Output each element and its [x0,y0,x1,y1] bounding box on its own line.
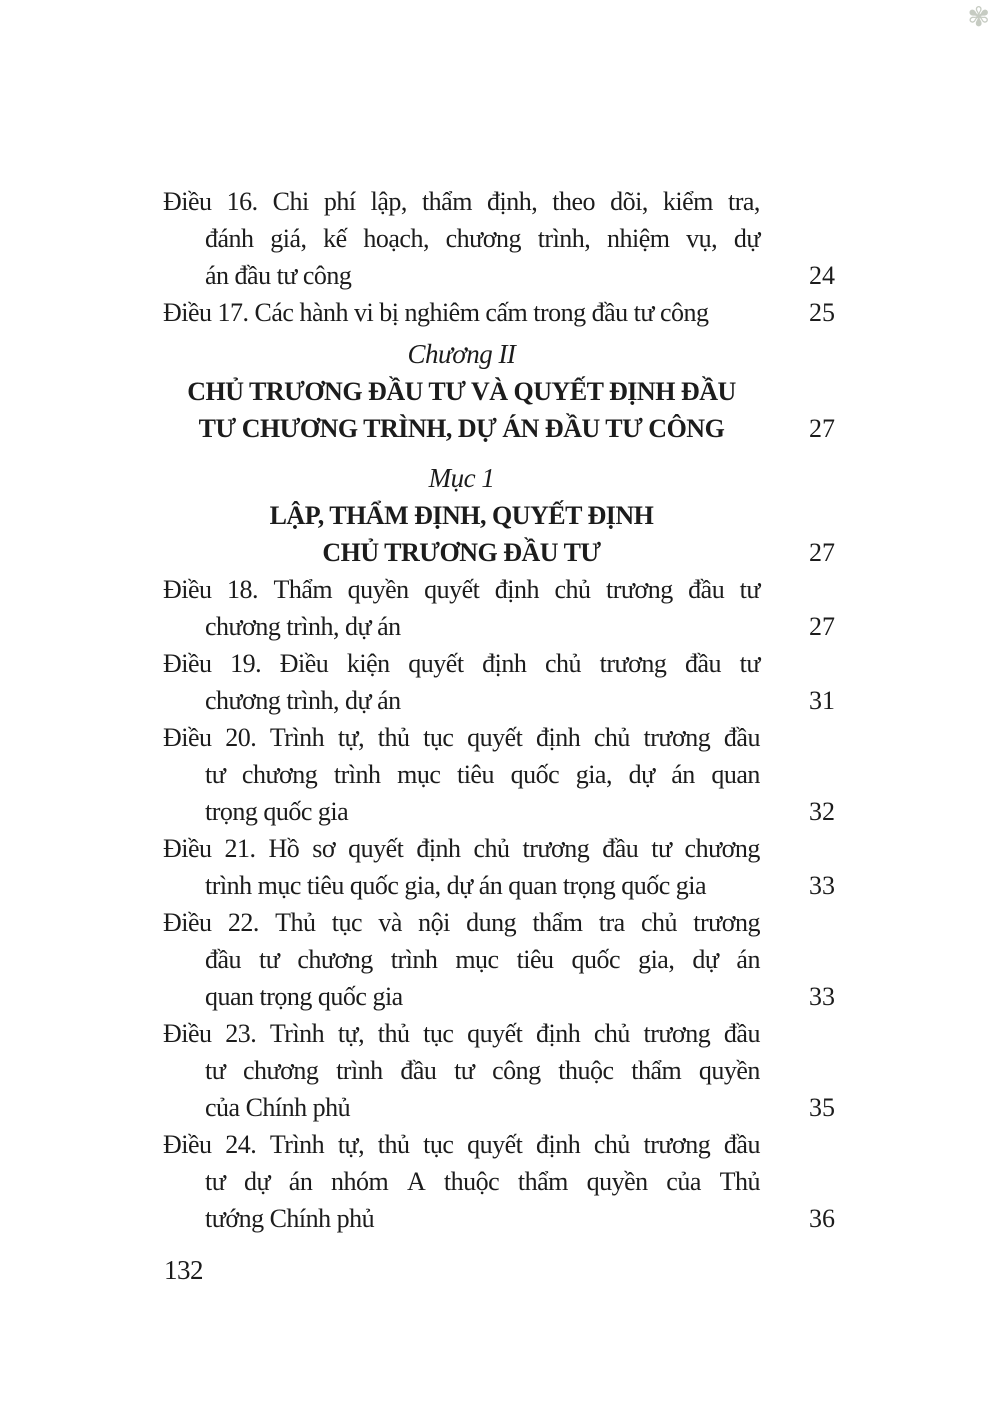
page-number-footer: 132 [164,1255,203,1285]
toc-entry-dieu-24 [163,1126,835,1237]
toc-entry-line: Điều 18. Thẩm quyền quyết định chủ trương đầu tư [163,575,760,604]
toc-entry-line: Điều 20. Trình tự, thủ tục quyết định chủ trương đầu [163,723,760,752]
toc-entry-dieu-22 [163,904,835,1015]
toc-entry-dieu-23 [163,1015,835,1126]
toc-chapter-heading [163,336,835,447]
toc-section-label: Mục 1 [428,463,495,493]
toc-entry-line: Điều 16. Chi phí lập, thẩm định, theo dõi, kiểm tra, [163,187,760,216]
toc-entry-dieu-19 [163,645,835,719]
toc-entry-page-number: 25 [809,298,835,327]
toc-entry-line: trọng quốc gia [205,797,349,826]
toc-entry-text [163,830,760,904]
toc-entry-page-number: 33 [809,871,835,900]
toc-entry-line: chương trình, dự án [205,686,401,715]
toc-entry-text [163,183,760,294]
toc-entry-page-number: 27 [809,538,835,567]
toc-entry-text [163,645,760,719]
toc-entry-line: đầu tư chương trình mục tiêu quốc gia, dự án [205,945,760,974]
toc-entry-page-number: 31 [809,686,835,715]
toc-entry-line: tư chương trình mục tiêu quốc gia, dự án quan [205,760,760,789]
toc-entry-text [163,719,760,830]
toc-section-heading [163,460,835,571]
toc-entry-line: chương trình, dự án [205,612,401,641]
toc-entry-dieu-17 [163,294,835,331]
toc-entry-dieu-16 [163,183,835,294]
toc-entry-dieu-20 [163,719,835,830]
toc-entry-page-number: 27 [809,612,835,641]
toc-entry-line: Điều 22. Thủ tục và nội dung thẩm tra chủ trương [163,908,760,937]
toc-entry-line: tư dự án nhóm A thuộc thẩm quyền của Thủ [205,1167,760,1196]
toc-chapter-title-line: TƯ CHƯƠNG TRÌNH, DỰ ÁN ĐẦU TƯ CÔNG [198,414,725,443]
toc-entry-page-number: 35 [809,1093,835,1122]
toc-section-text [163,460,760,571]
toc-entry-line: Điều 19. Điều kiện quyết định chủ trương đầu tư [163,649,760,678]
toc-entry-line: đánh giá, kế hoạch, chương trình, nhiệm vụ, dự [205,224,760,253]
toc-entry-text [163,1126,760,1237]
toc-entry-text [163,904,760,1015]
toc-chapter-text [163,336,760,447]
table-of-contents [163,183,835,1237]
toc-entry-page-number: 36 [809,1204,835,1233]
toc-entry-page-number: 32 [809,797,835,826]
toc-entry-line: của Chính phủ [205,1093,351,1122]
toc-entry-line: Điều 21. Hồ sơ quyết định chủ trương đầu tư chương [163,834,760,863]
toc-entry-line: Điều 24. Trình tự, thủ tục quyết định chủ trương đầu [163,1130,760,1159]
florette-icon: ✾ [967,2,990,33]
toc-section-title-line: LẬP, THẨM ĐỊNH, QUYẾT ĐỊNH [269,501,654,530]
toc-entry-text [163,1015,760,1126]
toc-chapter-label: Chương II [407,339,516,369]
toc-entry-text [163,571,760,645]
toc-entry-page-number: 24 [809,261,835,290]
toc-entry-page-number: 33 [809,982,835,1011]
toc-entry-line: án đầu tư công [205,261,352,290]
toc-chapter-title-line: CHỦ TRƯƠNG ĐẦU TƯ VÀ QUYẾT ĐỊNH ĐẦU [187,377,736,406]
toc-entry-line: trình mục tiêu quốc gia, dự án quan trọng quốc gia [205,871,707,900]
toc-section-title-line: CHỦ TRƯƠNG ĐẦU TƯ [322,538,601,567]
toc-entry-line: Điều 23. Trình tự, thủ tục quyết định chủ trương đầu [163,1019,760,1048]
toc-entry-line: Điều 17. Các hành vi bị nghiêm cấm trong đầu tư công [163,298,709,327]
toc-entry-line: tướng Chính phủ [205,1204,375,1233]
toc-entry-page-number: 27 [809,414,835,443]
toc-entry-line: quan trọng quốc gia [205,982,403,1011]
toc-entry-line: tư chương trình đầu tư công thuộc thẩm quyền [205,1056,760,1085]
toc-entry-dieu-21 [163,830,835,904]
toc-entry-dieu-18 [163,571,835,645]
toc-entry-text [163,294,760,331]
